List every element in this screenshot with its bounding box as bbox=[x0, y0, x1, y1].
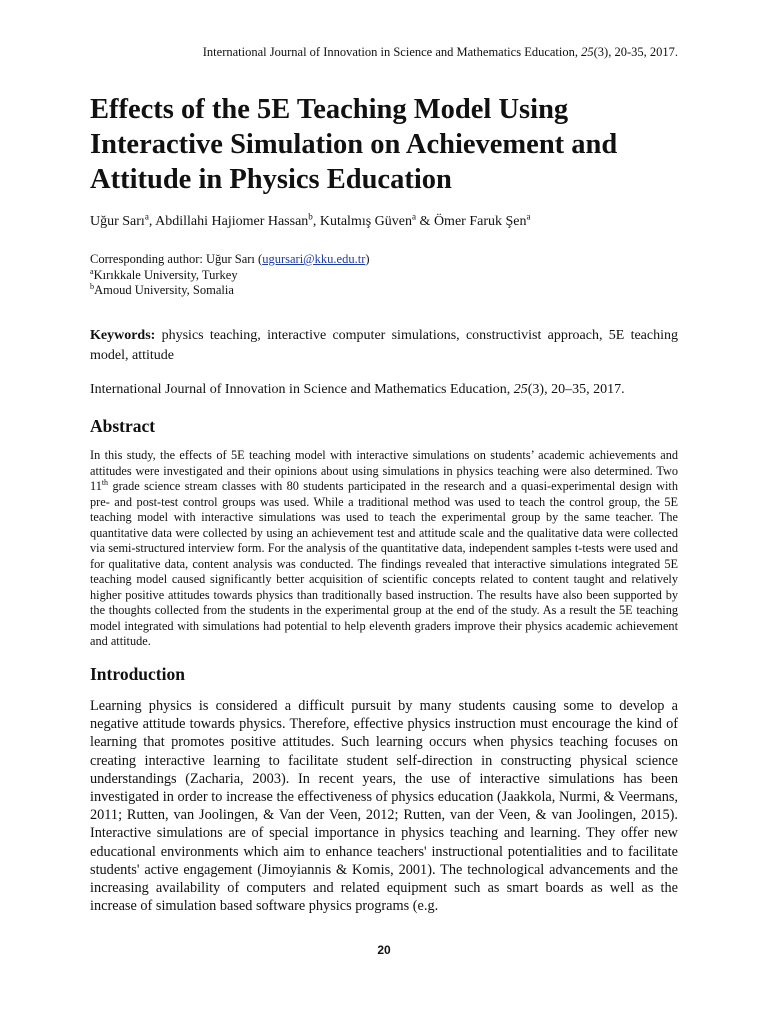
abstract-heading: Abstract bbox=[90, 416, 156, 436]
affiliations bbox=[90, 252, 690, 299]
keywords bbox=[90, 326, 678, 366]
citation-line: International Journal of Innovation in Science and Mathematics Education, 25(3), 20–35, 2017. bbox=[90, 382, 625, 397]
running-header bbox=[90, 44, 678, 60]
header-issue-pages: (3), 20-35, 2017. bbox=[593, 45, 678, 59]
header-volume: 25 bbox=[581, 45, 594, 59]
page-number: 20 bbox=[377, 943, 391, 957]
affiliation-b: $^b$Amoud University, Somalia bbox=[90, 281, 234, 297]
abstract-text: In this study, the effects of 5E teaching model with interactive simulations on students’ academic achievements and attitudes were investigated and their opinions about using simulations in physics teaching were also determined. Two 11th grade science stream classes with 80 students participated in the research and a quasi-experimental design with pre- and post-test control groups was used. While a traditional method was used to teach the control group, the 5E teaching model with interactive simulations was used to teach the experimental group by the same teacher. The quantitative data were collected by using an achievement test and attitude scale and the qualitative data were collected via semi-structured interview form. For the analysis of the quantitative data, independent samples t-tests were used and for qualitative data, content analysis was conducted. The findings revealed that interactive simulations integrated 5E teaching model caused significantly better acquisition of scientific concepts related to content taught and relatively higher positive attitudes towards physics than traditionally based instruction. The results have also been supported by the thoughts collected from the students in the experimental group at the end of the study. As a result the 5E teaching model integrated with simulations had potential to help eleventh graders improve their physics academic achievement and attitude. bbox=[90, 448, 678, 648]
paper-title: Effects of the 5E Teaching Model Using Interactive Simulation on Achievement and Attitude in Physics Education bbox=[90, 94, 618, 195]
author: Ömer Faruk Şen$^a$ bbox=[433, 211, 531, 229]
corresponding-author: Corresponding author: Uğur Sarı (ugursari@kku.edu.tr) bbox=[90, 252, 370, 266]
introduction-text: Learning physics is considered a difficult pursuit by many students causing some to develop a negative attitude towards physics. Therefore, effective physics instruction must encourage the kind of learning that promotes positive attitudes. Such learning occurs when physics teaching focuses on creating interactive learning to facilitate student self-direction in constructing physical science understandings (Zacharia, 2003). In recent years, the use of interactive simulations has been investigated in order to increase the effectiveness of physics education (Jaakkola, Nurmi, & Veermans, 2011; Rutten, van Joolingen, & Van der Veen, 2012; Rutten, van der Veen, & van Joolingen, 2015). Interactive simulations are of special importance in physics teaching and learning. They offer new educational environments which aim to enhance teachers' instructional potentialities and to facilitate students' active engagement (Jimoyiannis & Komis, 2001). The technological advancements and the increasing availability of computers and related equipment such as smart boards as well as the increase of simulation based software physics programs (e.g. bbox=[90, 698, 678, 915]
affiliation-a: $^a$Kırıkkale University, Turkey bbox=[90, 266, 238, 282]
author: Kutalmış Güven$^a$ & bbox=[319, 211, 434, 229]
introduction-heading: Introduction bbox=[90, 664, 185, 684]
corresponding-email-link[interactable]: ugursari@kku.edu.tr bbox=[262, 252, 366, 266]
author: Uğur Sarı$^a$, bbox=[90, 211, 156, 229]
keywords-text: physics teaching, interactive computer simulations, constructivist approach, 5E teaching model, attitude bbox=[90, 328, 678, 363]
author-list bbox=[90, 212, 690, 232]
keywords-label: Keywords: bbox=[90, 328, 156, 343]
author: Abdillahi Hajiomer Hassan$^b$, bbox=[155, 211, 320, 229]
header-journal: International Journal of Innovation in Science and Mathematics Education, bbox=[202, 45, 582, 59]
